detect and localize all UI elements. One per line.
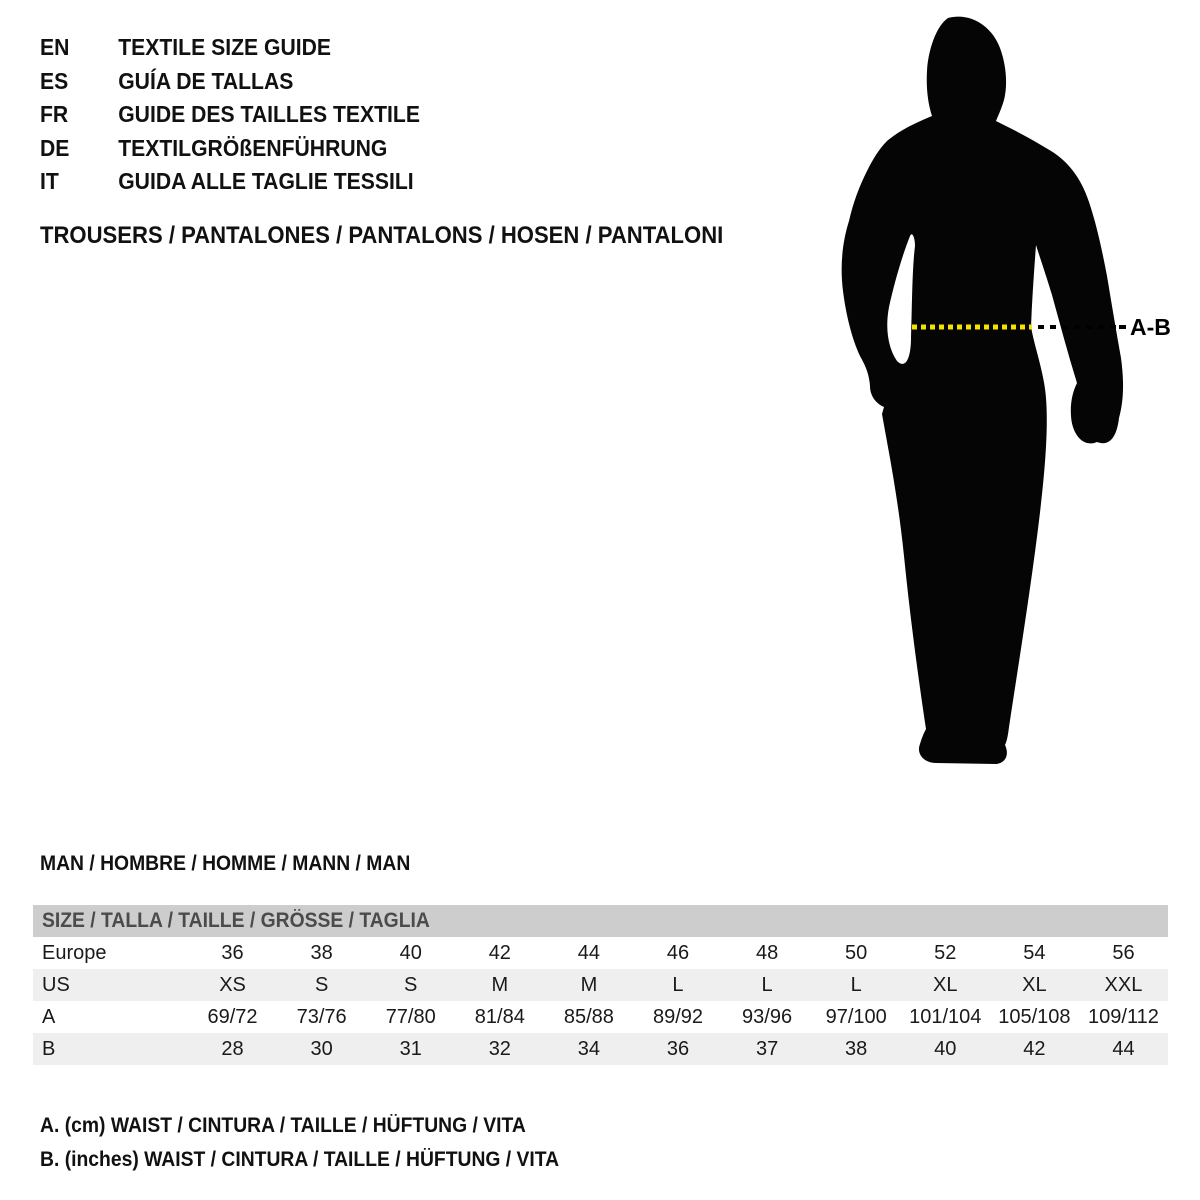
size-cell: 89/92 bbox=[652, 1005, 704, 1028]
size-cell: 46 bbox=[666, 941, 690, 964]
row-label: A bbox=[42, 1005, 56, 1028]
footnote-b: B. (inches) WAIST / CINTURA / TAILLE / HÜFTUNG / VITA bbox=[40, 1148, 560, 1171]
size-cell: M bbox=[580, 973, 598, 996]
category-title: TROUSERS / PANTALONES / PANTALONS / HOSEN / PANTALONI bbox=[40, 222, 724, 249]
size-cell: 77/80 bbox=[385, 1005, 436, 1028]
language-row bbox=[40, 165, 420, 199]
table-row-a-cm bbox=[33, 1001, 1168, 1033]
size-cell: 30 bbox=[310, 1037, 333, 1060]
table-row-us bbox=[33, 969, 1168, 1001]
size-cell: 28 bbox=[221, 1037, 244, 1060]
measure-label-ab: A-B bbox=[1130, 314, 1171, 340]
size-cell: S bbox=[314, 973, 329, 996]
size-cell: S bbox=[404, 973, 418, 996]
language-code: DE bbox=[40, 134, 70, 161]
language-row bbox=[40, 98, 420, 132]
size-cell: 73/76 bbox=[296, 1005, 347, 1028]
size-cell: L bbox=[850, 973, 862, 996]
size-cell: 56 bbox=[1112, 941, 1135, 964]
language-row bbox=[40, 132, 420, 166]
size-cell: XL bbox=[1022, 973, 1047, 996]
language-label: TEXTILGRÖßENFÜHRUNG bbox=[118, 134, 388, 161]
size-table-header bbox=[33, 905, 1168, 937]
language-row bbox=[40, 31, 420, 65]
size-cell: 40 bbox=[934, 1037, 957, 1060]
size-cell: 38 bbox=[845, 1037, 868, 1060]
size-cell: 48 bbox=[755, 941, 779, 964]
size-cell: M bbox=[491, 973, 509, 996]
size-cell: 44 bbox=[1112, 1037, 1135, 1060]
size-cell: 101/104 bbox=[909, 1005, 982, 1028]
size-table-header-label: SIZE / TALLA / TAILLE / GRÖSSE / TAGLIA bbox=[42, 909, 430, 932]
size-cell: 42 bbox=[1023, 1037, 1046, 1060]
size-cell: 52 bbox=[934, 941, 957, 964]
size-table bbox=[33, 905, 1168, 1065]
table-row-b-inches bbox=[33, 1033, 1168, 1065]
size-cell: XXL bbox=[1104, 973, 1143, 996]
size-cell: XL bbox=[933, 973, 958, 996]
row-label: Europe bbox=[42, 941, 107, 964]
language-label: TEXTILE SIZE GUIDE bbox=[118, 34, 332, 61]
language-label: GUIDE DES TAILLES TEXTILE bbox=[118, 101, 420, 128]
footnote-a: A. (cm) WAIST / CINTURA / TAILLE / HÜFTUNG / VITA bbox=[40, 1114, 526, 1137]
language-row bbox=[40, 65, 420, 99]
language-title-list bbox=[40, 31, 453, 199]
language-code: ES bbox=[40, 67, 69, 94]
size-cell: L bbox=[761, 973, 773, 996]
size-cell: 37 bbox=[755, 1037, 779, 1060]
language-code: FR bbox=[40, 101, 69, 128]
size-cell: XS bbox=[219, 973, 246, 996]
row-label: B bbox=[42, 1037, 56, 1060]
size-cell: 97/100 bbox=[825, 1005, 887, 1028]
size-cell: 54 bbox=[1023, 941, 1046, 964]
size-cell: 81/84 bbox=[474, 1005, 525, 1028]
silhouette-svg bbox=[820, 0, 1200, 820]
size-cell: 36 bbox=[221, 941, 244, 964]
size-cell: 36 bbox=[666, 1037, 690, 1060]
size-cell: 40 bbox=[399, 941, 422, 964]
size-cell: 109/112 bbox=[1088, 1005, 1159, 1028]
size-cell: 34 bbox=[577, 1037, 601, 1060]
gender-section-title: MAN / HOMBRE / HOMME / MANN / MAN bbox=[40, 852, 411, 875]
size-cell: 50 bbox=[845, 941, 868, 964]
language-label: GUIDA ALLE TAGLIE TESSILI bbox=[118, 168, 414, 195]
size-cell: 38 bbox=[310, 941, 333, 964]
size-cell: 105/108 bbox=[998, 1005, 1071, 1028]
language-label: GUÍA DE TALLAS bbox=[118, 67, 294, 94]
male-silhouette-figure bbox=[820, 0, 1200, 820]
size-cell: 44 bbox=[577, 941, 601, 964]
table-row-europe bbox=[33, 937, 1168, 969]
size-cell: 32 bbox=[488, 1037, 511, 1060]
man-silhouette-path bbox=[842, 17, 1123, 764]
footnotes bbox=[40, 1109, 604, 1177]
size-cell: L bbox=[672, 973, 684, 996]
row-label: US bbox=[42, 973, 70, 996]
language-code: EN bbox=[40, 34, 70, 61]
language-code: IT bbox=[40, 168, 59, 195]
size-cell: 31 bbox=[399, 1037, 422, 1060]
size-cell: 85/88 bbox=[563, 1005, 614, 1028]
size-cell: 42 bbox=[488, 941, 511, 964]
size-cell: 93/96 bbox=[742, 1005, 793, 1028]
size-cell: 69/72 bbox=[207, 1005, 258, 1028]
